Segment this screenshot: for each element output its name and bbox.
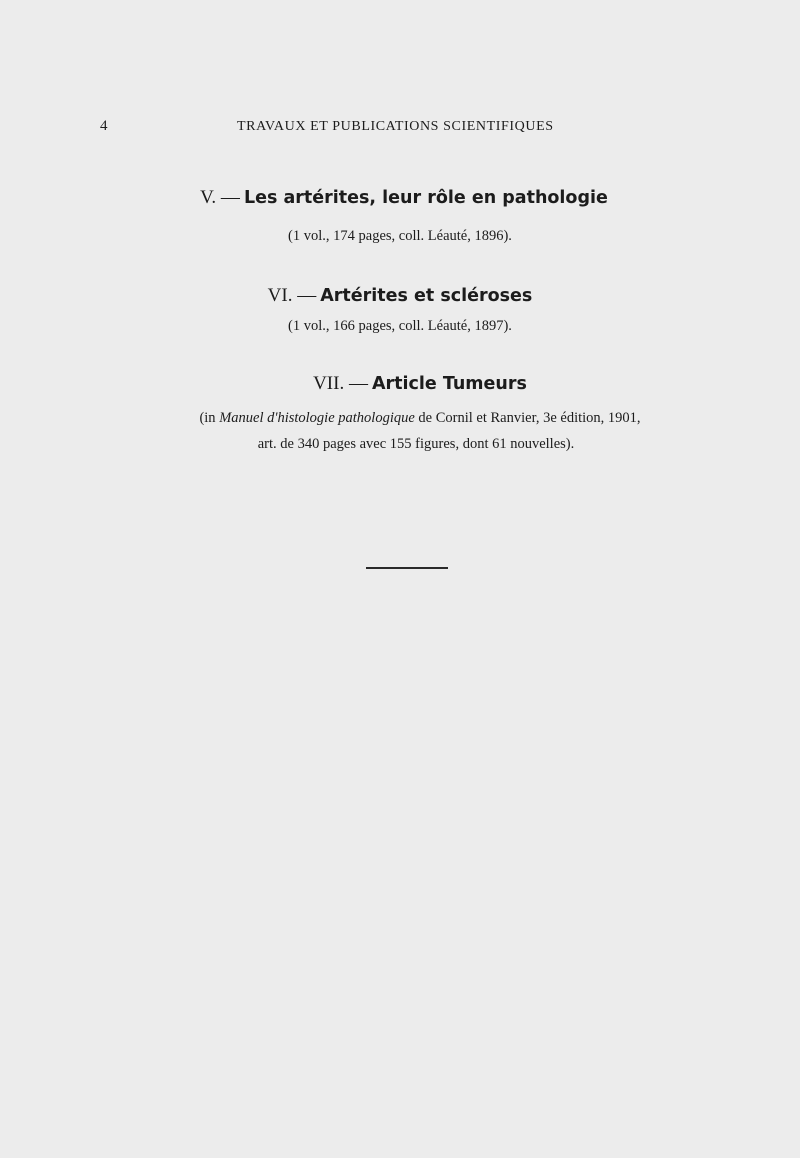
- entry-vi-title: Artérites et scléroses: [320, 286, 533, 306]
- entry-vii-details-line2: art. de 340 pages avec 155 figures, dont 61 nouvelles).: [257, 436, 575, 452]
- running-title: TRAVAUX ET PUBLICATIONS SCIENTIFIQUES: [237, 119, 554, 134]
- entry-v-numeral: V. —: [200, 187, 240, 208]
- entry-v-details: (1 vol., 174 pages, coll. Léauté, 1896).: [288, 228, 512, 244]
- entry-vii-details: [0, 410, 800, 427]
- entry-vi-details: (1 vol., 166 pages, coll. Léauté, 1897).: [288, 318, 512, 334]
- entry-v-heading: [0, 187, 800, 209]
- entry-vii-book-title: Manuel d'histologie pathologique: [219, 410, 415, 426]
- entry-vii-details-prefix: (in: [199, 410, 220, 426]
- entry-vii-details-suffix: de Cornil et Ranvier, 3e édition, 1901,: [414, 410, 641, 426]
- entry-v-title: Les artérites, leur rôle en pathologie: [243, 188, 608, 208]
- entry-vii-heading: [0, 373, 800, 395]
- page-number: 4: [100, 118, 108, 134]
- entry-vi-numeral: VI. —: [267, 285, 317, 306]
- entry-vi-heading: [0, 285, 800, 307]
- closing-rule: [366, 567, 448, 569]
- entry-vii-title: Article Tumeurs: [371, 374, 527, 394]
- page-header: [0, 118, 800, 138]
- entry-vii-numeral: VII. —: [313, 373, 368, 394]
